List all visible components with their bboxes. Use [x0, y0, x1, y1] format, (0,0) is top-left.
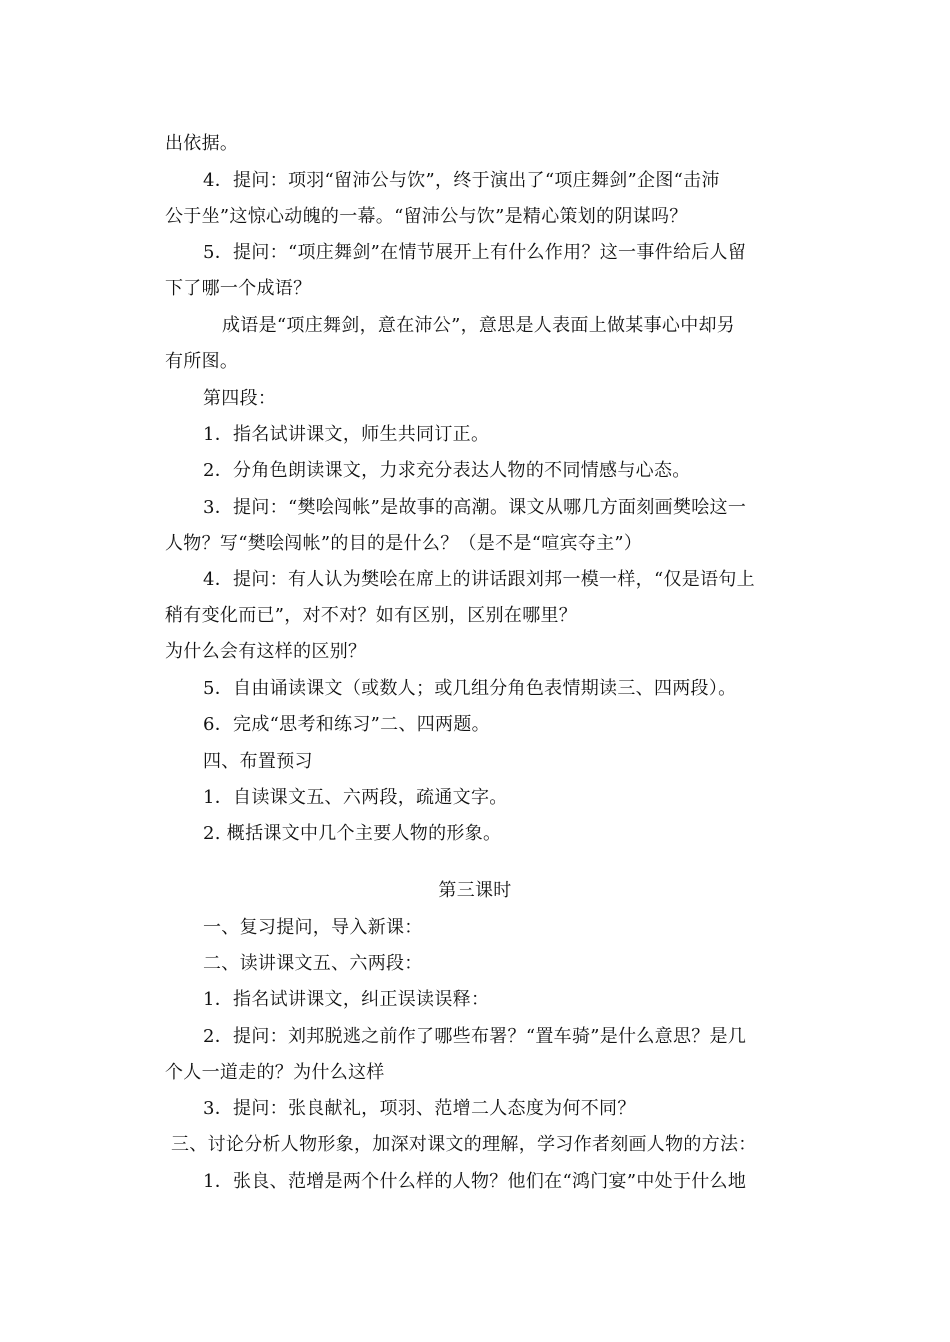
list-item: 1．指名试讲课文，师生共同订正。 — [203, 424, 490, 445]
idiom-explanation-line-1: 成语是“项庄舞剑，意在沛公”，意思是人表面上做某事心中却另 — [222, 315, 736, 336]
paragraph-line: 出依据。 — [165, 133, 239, 154]
section-heading: 三、讨论分析人物形象，加深对课文的理解，学习作者刻画人物的方法： — [171, 1134, 757, 1155]
list-item: 4．提问：有人认为樊哙在席上的讲话跟刘邦一模一样，“仅是语句上 — [203, 569, 755, 590]
list-item: 2．分角色朗读课文，力求充分表达人物的不同情感与心态。 — [203, 460, 691, 481]
idiom-explanation-line-2: 有所图。 — [165, 351, 239, 372]
section-heading: 一、复习提问，导入新课： — [203, 917, 423, 938]
list-item: 3．提问：张良献礼，项羽、范增二人态度为何不同？ — [203, 1098, 636, 1119]
list-item: 2. 概括课文中几个主要人物的形象。 — [203, 823, 502, 844]
list-item: 1．张良、范增是两个什么样的人物？他们在“鸿门宴”中处于什么地 — [203, 1171, 747, 1192]
list-item: 5．自由诵读课文（或数人；或几组分角色表情期读三、四两段）。 — [203, 678, 737, 699]
question-5-line-2: 下了哪一个成语？ — [165, 278, 312, 299]
list-item: 1．指名试讲课文，纠正误读误释： — [203, 989, 490, 1010]
section-heading-fourth-paragraph: 第四段： — [203, 388, 277, 409]
list-item-continuation: 人物？写“樊哙闯帐”的目的是什么？（是不是“喧宾夺主”） — [165, 533, 643, 554]
question-4-line-1: 4．提问：项羽“留沛公与饮”，终于演出了“项庄舞剑”企图“击沛 — [203, 170, 720, 191]
section-heading-preview: 四、布置预习 — [203, 751, 313, 772]
list-item: 6．完成“思考和练习”二、四两题。 — [203, 714, 490, 735]
section-heading: 二、读讲课文五、六两段： — [203, 953, 423, 974]
question-5-line-1: 5．提问：“项庄舞剑”在情节展开上有什么作用？这一事件给后人留 — [203, 242, 747, 263]
list-item: 3．提问：“樊哙闯帐”是故事的高潮。课文从哪几方面刻画樊哙这一 — [203, 497, 747, 518]
list-item-continuation: 为什么会有这样的区别？ — [165, 641, 367, 662]
list-item-continuation: 稍有变化而已”，对不对？如有区别，区别在哪里？ — [165, 605, 578, 626]
list-item: 2．提问：刘邦脱逃之前作了哪些布署？“置车骑”是什么意思？是几 — [203, 1026, 747, 1047]
question-4-line-2: 公于坐”这惊心动魄的一幕。“留沛公与饮”是精心策划的阴谋吗？ — [165, 206, 688, 227]
list-item: 1．自读课文五、六两段，疏通文字。 — [203, 787, 508, 808]
lesson-title: 第三课时 — [438, 880, 512, 901]
list-item-continuation: 个人一道走的？为什么这样 — [165, 1062, 385, 1083]
